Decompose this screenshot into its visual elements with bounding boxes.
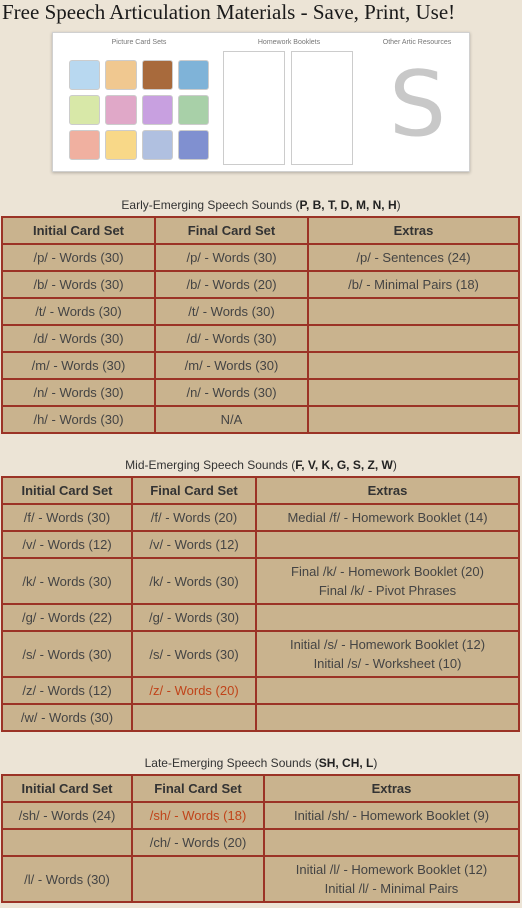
card-set-link[interactable]: /v/ - Words (12): [2, 531, 132, 558]
empty-cell: [256, 677, 519, 704]
card-thumbnail: [142, 130, 173, 160]
caption-text: Late-Emerging Speech Sounds (: [144, 756, 319, 770]
empty-cell: [256, 704, 519, 731]
card-thumbnail: [105, 60, 136, 90]
section-caption-early: [0, 198, 522, 212]
column-header: Final Card Set: [132, 775, 264, 802]
card-set-link[interactable]: /f/ - Words (30): [2, 504, 132, 531]
panel-title: Picture Card Sets: [111, 39, 167, 46]
column-header: Extras: [256, 477, 519, 504]
empty-cell: [132, 856, 264, 902]
caption-text: Early-Emerging Speech Sounds (: [121, 198, 300, 212]
na-cell: N/A: [155, 406, 308, 433]
column-header: Extras: [308, 217, 519, 244]
card-thumbnail: [105, 130, 136, 160]
caption-text: Mid-Emerging Speech Sounds (: [125, 458, 296, 472]
card-thumbnail: [178, 60, 209, 90]
column-header: Initial Card Set: [2, 775, 132, 802]
caption-sounds: SH, CH, L: [318, 756, 374, 770]
homework-booklets-panel: [219, 39, 359, 165]
card-set-link[interactable]: /t/ - Words (30): [155, 298, 308, 325]
card-set-link[interactable]: /sh/ - Words (18): [132, 802, 264, 829]
caption-text: ): [396, 198, 401, 212]
card-set-link[interactable]: /g/ - Words (30): [132, 604, 256, 631]
extras-link[interactable]: Initial /l/ - Minimal Pairs: [324, 881, 459, 896]
mid-sounds-table: [1, 476, 520, 732]
extras-link[interactable]: Medial /f/ - Homework Booklet (14): [256, 504, 519, 531]
empty-cell: [2, 829, 132, 856]
card-set-link[interactable]: /d/ - Words (30): [155, 325, 308, 352]
caption-text: ): [392, 458, 397, 472]
card-set-link[interactable]: /t/ - Words (30): [2, 298, 155, 325]
card-set-link[interactable]: /sh/ - Words (24): [2, 802, 132, 829]
column-header: Final Card Set: [132, 477, 256, 504]
card-set-link[interactable]: /n/ - Words (30): [2, 379, 155, 406]
empty-cell: [256, 604, 519, 631]
card-thumbnail: [178, 130, 209, 160]
card-set-link[interactable]: /p/ - Words (30): [155, 244, 308, 271]
card-set-link[interactable]: /z/ - Words (12): [2, 677, 132, 704]
card-set-link[interactable]: /f/ - Words (20): [132, 504, 256, 531]
card-thumbnail: [178, 95, 209, 125]
empty-cell: [308, 406, 519, 433]
empty-cell: [132, 704, 256, 731]
caption-sounds: P, B, T, D, M, N, H: [299, 198, 397, 212]
extras-link[interactable]: Initial /l/ - Homework Booklet (12): [295, 862, 488, 877]
column-header: Initial Card Set: [2, 477, 132, 504]
card-set-link[interactable]: /b/ - Words (30): [2, 271, 155, 298]
card-set-link[interactable]: /k/ - Words (30): [132, 558, 256, 604]
card-set-link[interactable]: /m/ - Words (30): [155, 352, 308, 379]
card-set-link[interactable]: /ch/ - Words (20): [132, 829, 264, 856]
late-sounds-table: [1, 774, 520, 903]
empty-cell: [308, 325, 519, 352]
page-title: Free Speech Articulation Materials - Save, Print, Use!: [2, 0, 456, 24]
card-set-link[interactable]: /l/ - Words (30): [2, 856, 132, 902]
extras-cell: [264, 856, 519, 902]
card-set-link[interactable]: /v/ - Words (12): [132, 531, 256, 558]
card-thumbnail: [69, 95, 100, 125]
extras-cell: [256, 631, 519, 677]
card-thumbnail: [69, 60, 100, 90]
card-set-link[interactable]: /b/ - Words (20): [155, 271, 308, 298]
card-set-link[interactable]: /s/ - Words (30): [2, 631, 132, 677]
extras-link[interactable]: Final /k/ - Pivot Phrases: [318, 583, 457, 598]
card-thumbnail: [69, 130, 100, 160]
extras-link[interactable]: Initial /sh/ - Homework Booklet (9): [264, 802, 519, 829]
section-caption-late: [0, 756, 522, 770]
section-caption-mid: [0, 458, 522, 472]
extras-link[interactable]: /p/ - Sentences (24): [308, 244, 519, 271]
column-header: Extras: [264, 775, 519, 802]
caption-sounds: F, V, K, G, S, Z, W: [295, 458, 393, 472]
card-thumbnail: [142, 60, 173, 90]
card-set-link[interactable]: /s/ - Words (30): [132, 631, 256, 677]
empty-cell: [308, 379, 519, 406]
extras-cell: [256, 558, 519, 604]
card-set-link[interactable]: /n/ - Words (30): [155, 379, 308, 406]
extras-link[interactable]: Final /k/ - Homework Booklet (20): [291, 564, 484, 579]
card-set-link[interactable]: /z/ - Words (20): [132, 677, 256, 704]
extras-link[interactable]: Initial /s/ - Worksheet (10): [313, 656, 462, 671]
extras-link[interactable]: Initial /s/ - Homework Booklet (12): [289, 637, 486, 652]
card-set-link[interactable]: /g/ - Words (22): [2, 604, 132, 631]
card-set-link[interactable]: /p/ - Words (30): [2, 244, 155, 271]
column-header: Final Card Set: [155, 217, 308, 244]
card-thumbnail: [142, 95, 173, 125]
card-set-link[interactable]: /k/ - Words (30): [2, 558, 132, 604]
materials-preview-image[interactable]: [52, 32, 470, 172]
card-thumbnail: [105, 95, 136, 125]
extras-link[interactable]: /b/ - Minimal Pairs (18): [308, 271, 519, 298]
booklet-thumbnail: [223, 51, 285, 165]
empty-cell: [308, 298, 519, 325]
card-set-link[interactable]: /d/ - Words (30): [2, 325, 155, 352]
letter-s-graphic: S: [389, 52, 447, 157]
empty-cell: [308, 352, 519, 379]
panel-title: Other Artic Resources: [382, 39, 452, 46]
column-header: Initial Card Set: [2, 217, 155, 244]
other-artic-resources-panel: [369, 39, 465, 165]
empty-cell: [264, 829, 519, 856]
card-set-link[interactable]: /m/ - Words (30): [2, 352, 155, 379]
card-set-link[interactable]: /w/ - Words (30): [2, 704, 132, 731]
panel-title: Homework Booklets: [257, 39, 321, 46]
picture-card-sets-panel: [69, 39, 209, 165]
card-set-link[interactable]: /h/ - Words (30): [2, 406, 155, 433]
caption-text: ): [373, 756, 378, 770]
booklet-thumbnail: [291, 51, 353, 165]
early-sounds-table: [1, 216, 520, 434]
empty-cell: [256, 531, 519, 558]
